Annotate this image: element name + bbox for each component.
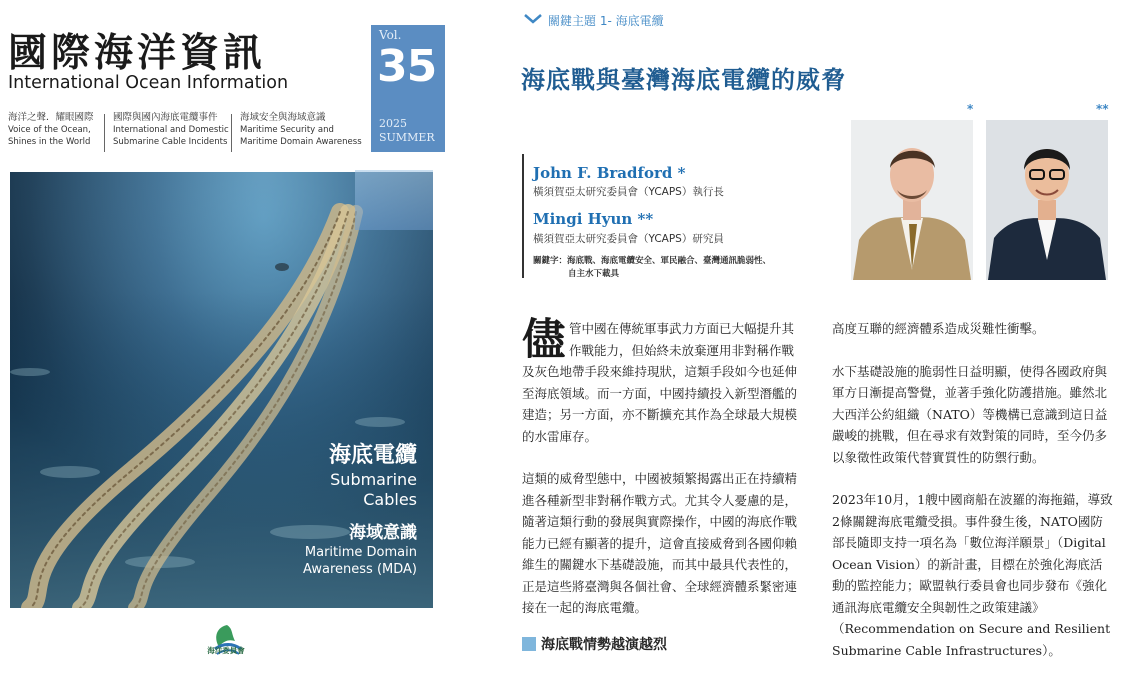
column-en: Voice of the Ocean, bbox=[8, 125, 91, 135]
keywords-line: 關鍵字：海底戰、海底電纜安全、軍民融合、臺灣通訊脆弱性、 bbox=[533, 256, 772, 266]
section-breadcrumb: 關鍵主題 1- 海底電纜 bbox=[548, 14, 664, 28]
paragraph: 2023年10月，1艘中國商船在波羅的海拖錨，導致2條關鍵海底電纜受損。事件發生後，NATO國防部長隨即支持一項名為「數位海洋願景」（Digital Ocean Vision）的新計畫，目標在於強化海底活動的監控能力；歐盟執行委員會也同步發布《強化通訊海底電纜安全與韌性之政策建議》（Recommendation on Secure and Resilient Submarine Cable Infrastructures）。 bbox=[832, 492, 1113, 658]
column-en: International and Domestic bbox=[113, 125, 229, 135]
author-2-affiliation: 橫須賀亞太研究委員會（YCAPS）研究員 bbox=[533, 233, 724, 245]
volume-number: 35 bbox=[377, 41, 437, 92]
section-heading-marker bbox=[522, 637, 536, 651]
ocean-council-logo-icon bbox=[207, 613, 247, 665]
magazine-title-en: International Ocean Information bbox=[8, 73, 289, 93]
cover-image-submarine-cable bbox=[10, 172, 433, 608]
volume-label: Vol. bbox=[379, 28, 402, 42]
author-portrait bbox=[986, 120, 1108, 280]
paragraph: 這類的威脅型態中，中國被頻繁揭露出正在持續精進各種新型非對稱作戰方式。尤其令人憂慮的是，隨著這類行動的發展與實際操作，中國的海底作戰能力已經有顯著的提升，這會直接威脅到各國仰賴維生的關鍵水下基礎設施，而其中最具代表性的，正是這些將臺灣與各個社會、全球經濟體系緊密連接在一起的海底電纜。 bbox=[522, 471, 798, 615]
section-heading: 海底戰情勢越演越烈 bbox=[541, 637, 667, 653]
magazine-cover bbox=[0, 0, 445, 672]
author-1-photo bbox=[851, 120, 973, 280]
cover-accent-block bbox=[355, 170, 433, 230]
column-en: Submarine Cable Incidents bbox=[113, 137, 228, 147]
cover-subtopic-en: Awareness (MDA) bbox=[303, 562, 417, 577]
cover-topic-en: Cables bbox=[363, 490, 417, 509]
chevron-down-icon bbox=[524, 14, 542, 24]
column-zh: 海域安全與海域意識 bbox=[240, 112, 326, 123]
column-zh: 國際與國內海底電纜事件 bbox=[113, 112, 218, 123]
author-2-photo bbox=[986, 120, 1108, 280]
cover-subtopic-zh: 海域意識 bbox=[349, 523, 417, 543]
paragraph: 水下基礎設施的脆弱性日益明顯，使得各國政府與軍方日漸提高警覺，並著手強化防護措施。雖然北大西洋公約組織（NATO）等機構已意識到這日益嚴峻的挑戰，但在尋求有效對策的同時，至今仍多以象徵性政策代替實質性的防禦行動。 bbox=[832, 363, 1108, 465]
author-2-name: Mingi Hyun ** bbox=[533, 210, 654, 228]
column-en: Maritime Domain Awareness bbox=[240, 137, 362, 147]
volume-badge bbox=[371, 25, 445, 152]
publisher-name: 海洋委員會 bbox=[207, 646, 245, 655]
cover-column-3 bbox=[240, 112, 362, 148]
article-column-2 bbox=[832, 318, 1114, 682]
column-divider bbox=[104, 114, 105, 152]
drop-cap: 儘 bbox=[522, 315, 565, 365]
article-column-1 bbox=[522, 315, 804, 640]
column-en: Maritime Security and bbox=[240, 125, 334, 135]
author-block-rule bbox=[522, 154, 524, 278]
photo-2-marker: ** bbox=[1096, 102, 1109, 116]
column-divider bbox=[231, 114, 232, 152]
author-1-affiliation: 橫須賀亞太研究委員會（YCAPS）執行長 bbox=[533, 186, 724, 198]
cover-topic-en: Submarine bbox=[330, 470, 417, 489]
keywords-line: 自主水下載具 bbox=[568, 269, 620, 279]
cover-subtopic-en: Maritime Domain bbox=[304, 545, 417, 560]
column-zh: 海洋之聲．耀眼國際 bbox=[8, 112, 94, 123]
cover-column-2 bbox=[113, 112, 229, 148]
paragraph bbox=[522, 315, 804, 447]
author-portrait bbox=[851, 120, 973, 280]
issue-year: 2025 bbox=[379, 117, 407, 130]
article-title: 海底戰與臺灣海底電纜的威脅 bbox=[521, 66, 846, 94]
photo-1-marker: * bbox=[967, 102, 974, 116]
paragraph-text: 管中國在傳統軍事武力方面已大幅提升其作戰能力，但始終未放棄運用非對稱作戰及灰色地帶手段來維持現狀，這類手段如今也延伸至海底領域。而一方面，中國持續投入新型潛艦的建造；另一方面，亦不斷擴充其作為全球最大規模的水雷庫存。 bbox=[522, 321, 798, 444]
author-1-name: John F. Bradford * bbox=[533, 164, 686, 182]
issue-season: SUMMER bbox=[379, 131, 435, 144]
cover-topic-zh: 海底電纜 bbox=[328, 443, 417, 468]
paragraph: 高度互聯的經濟體系造成災難性衝擊。 bbox=[832, 321, 1045, 336]
column-en: Shines in the World bbox=[8, 137, 91, 147]
magazine-title-zh: 國際海洋資訊 bbox=[8, 31, 267, 76]
cover-column-1 bbox=[8, 112, 94, 148]
